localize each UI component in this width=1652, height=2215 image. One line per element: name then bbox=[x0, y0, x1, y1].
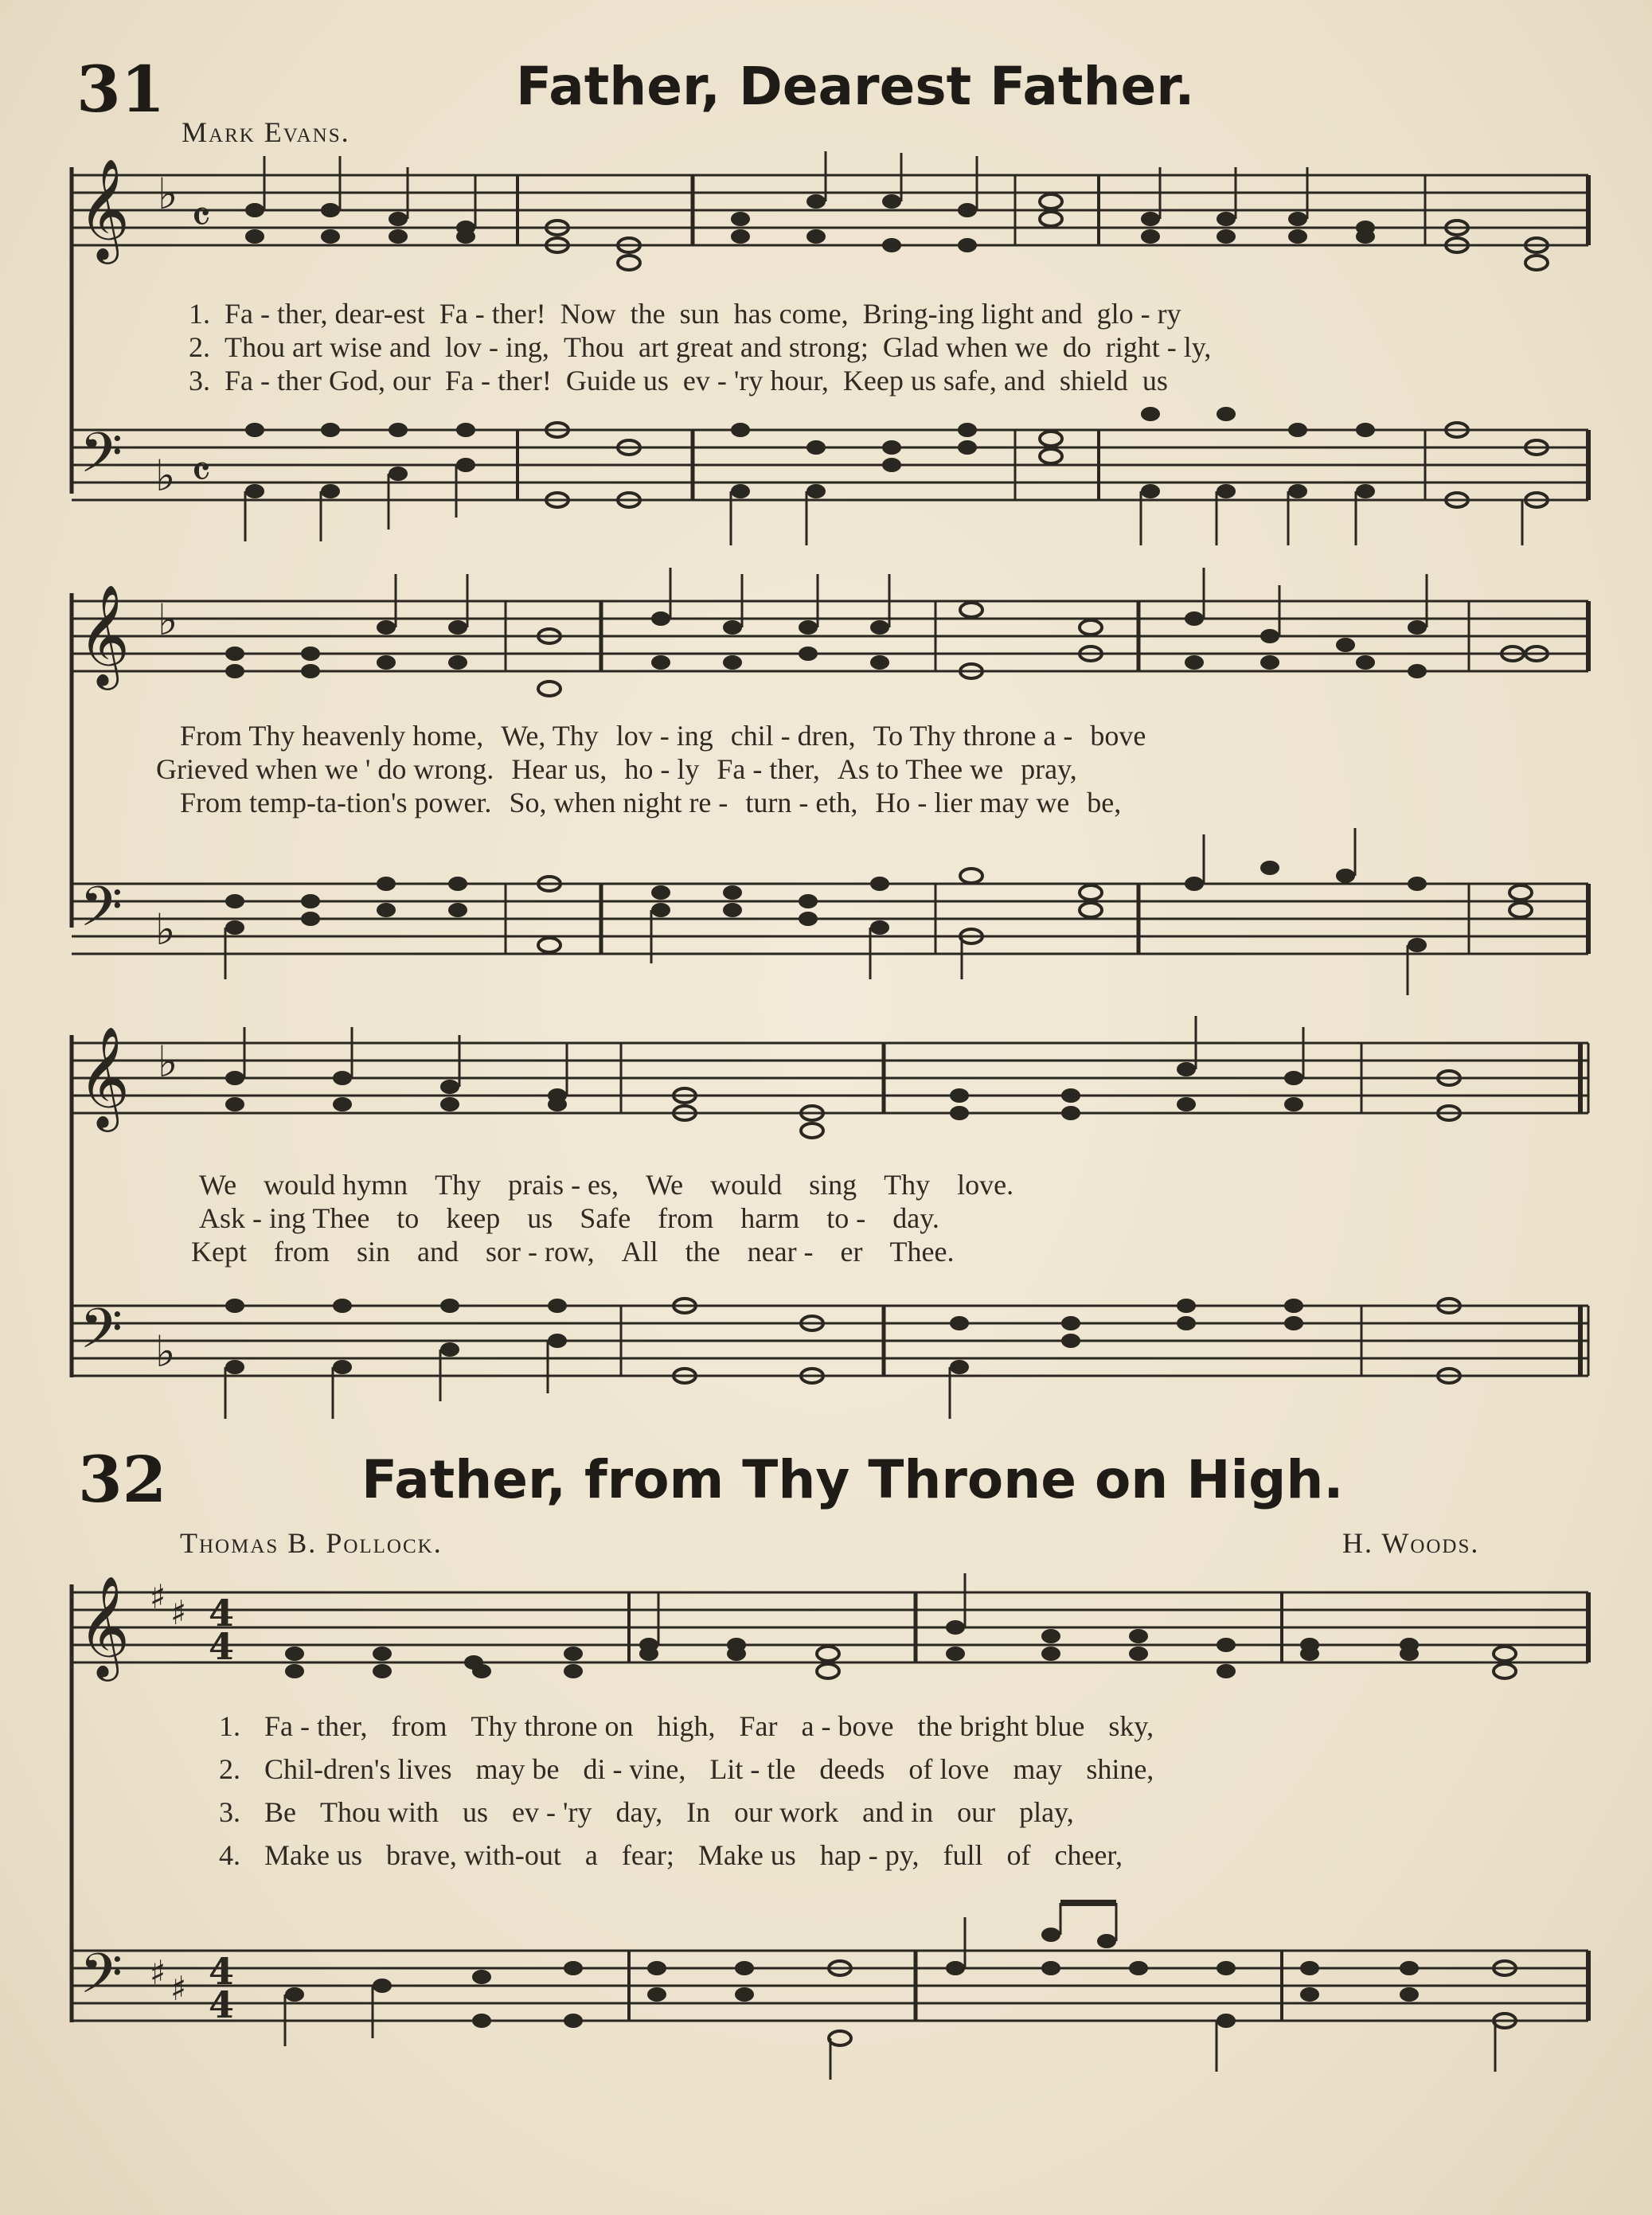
bass-staff-system-3 bbox=[72, 1290, 1592, 1425]
svg-text:4: 4 bbox=[209, 1950, 235, 1993]
svg-text:♯: ♯ bbox=[170, 1969, 187, 2008]
svg-text:♭: ♭ bbox=[158, 1037, 178, 1087]
svg-text:𝄞: 𝄞 bbox=[78, 584, 131, 686]
bass-staff-system-2 bbox=[72, 868, 1592, 987]
svg-text:♯: ♯ bbox=[170, 1593, 187, 1632]
treble-staff-system-2 bbox=[72, 585, 1592, 713]
hymn-number: 32 bbox=[78, 1442, 167, 1517]
hymn-title: Father, Dearest Father. bbox=[516, 56, 1195, 117]
verse-2-line-2: Grieved when we ' do wrong. Hear us, ho - ly Fa - ther, As to Thee we pray, bbox=[156, 753, 1077, 785]
verse-1-line-2: From Thy heavenly home, We, Thy lov - ing chil - dren, To Thy throne a - bove bbox=[180, 720, 1146, 752]
svg-text:𝄞: 𝄞 bbox=[78, 158, 131, 260]
hymn-author: Thomas B. Pollock. bbox=[180, 1527, 443, 1559]
svg-text:𝄞: 𝄞 bbox=[78, 1575, 131, 1677]
svg-text:♯: ♯ bbox=[150, 1953, 166, 1992]
hymn-title: Father, from Thy Throne on High. bbox=[361, 1449, 1344, 1510]
svg-text:𝄞: 𝄞 bbox=[78, 1025, 131, 1127]
svg-text:𝄢: 𝄢 bbox=[80, 1941, 123, 2019]
hymn-number: 31 bbox=[76, 52, 166, 127]
verse-3-hymn-32: 3. Be Thou with us ev - 'ry day, In our work and in our play, bbox=[219, 1796, 1074, 1828]
verse-2-hymn-32: 2. Chil-dren's lives may be di - vine, Lit - tle deeds of love may shine, bbox=[219, 1753, 1154, 1785]
bass-staff-hymn-32 bbox=[72, 1935, 1592, 2078]
bass-staff-system-1 bbox=[72, 414, 1592, 533]
svg-text:𝄢: 𝄢 bbox=[80, 420, 123, 498]
verse-2-line-3: Ask - ing Thee to keep us Safe from harm to - day. bbox=[199, 1202, 939, 1234]
verse-3-line-2: From temp-ta-tion's power. So, when night re - turn - eth, Ho - lier may we be, bbox=[180, 787, 1122, 818]
verse-3-line-3: Kept from sin and sor - row, All the near - er Thee. bbox=[191, 1236, 955, 1268]
hymn-author: Mark Evans. bbox=[182, 116, 350, 148]
svg-text:𝄢: 𝄢 bbox=[80, 874, 123, 952]
svg-text:𝄴: 𝄴 bbox=[191, 447, 212, 498]
svg-text:♯: ♯ bbox=[150, 1577, 166, 1616]
svg-text:♭: ♭ bbox=[155, 1326, 176, 1377]
svg-text:♭: ♭ bbox=[158, 169, 178, 219]
verse-4-hymn-32: 4. Make us brave, with-out a fear; Make us hap - py, full of cheer, bbox=[219, 1839, 1123, 1871]
svg-text:4: 4 bbox=[209, 1592, 235, 1635]
hymn-composer: H. Woods. bbox=[1342, 1527, 1480, 1559]
svg-text:♭: ♭ bbox=[155, 904, 176, 955]
verse-1-hymn-32: 1. Fa - ther, from Thy throne on high, Far a - bove the bright blue sky, bbox=[219, 1710, 1154, 1742]
verse-3-line-1: 3. Fa - ther God, our Fa - ther! Guide us ev - 'ry hour, Keep us safe, and shield us bbox=[189, 365, 1168, 397]
svg-text:♭: ♭ bbox=[158, 595, 178, 645]
treble-staff-hymn-32 bbox=[72, 1576, 1592, 1704]
verse-1-line-3: We would hymn Thy prais - es, We would sing Thy love. bbox=[199, 1169, 1014, 1201]
svg-text:𝄢: 𝄢 bbox=[80, 1296, 123, 1374]
treble-staff-system-1 bbox=[72, 159, 1592, 279]
svg-text:4: 4 bbox=[209, 1983, 235, 2026]
verse-1-line-1: 1. Fa - ther, dear-est Fa - ther! Now the sun has come, Bring-ing light and glo - ry bbox=[189, 298, 1181, 330]
verse-2-line-1: 2. Thou art wise and lov - ing, Thou art great and strong; Glad when we do right - ly, bbox=[189, 331, 1212, 363]
svg-text:4: 4 bbox=[209, 1625, 235, 1668]
treble-staff-system-3 bbox=[72, 1027, 1592, 1154]
svg-text:𝄴: 𝄴 bbox=[191, 192, 212, 244]
svg-text:♭: ♭ bbox=[155, 451, 176, 501]
